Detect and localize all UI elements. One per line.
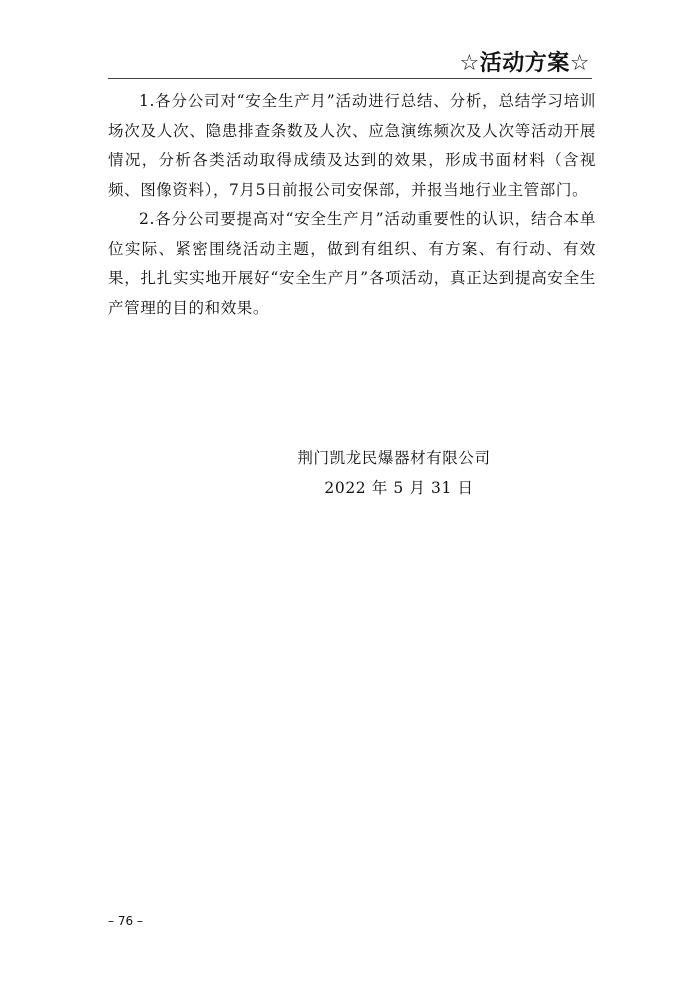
header-divider bbox=[108, 78, 592, 79]
page-number: – 76 – bbox=[108, 914, 143, 928]
signature-organization: 荆门凯龙民爆器材有限公司 bbox=[297, 449, 491, 467]
paragraph-2: 2.各分公司要提高对“安全生产月”活动重要性的认识，结合本单位实际、紧密围绕活动主题，做到有组织、有方案、有行动、有效果，扎扎实实地开展好“安全生产月”各项活动，真正达到提高安全生产管理的目的和效果。 bbox=[108, 210, 596, 317]
paragraph-1: 1.各分公司对“安全生产月”活动进行总结、分析，总结学习培训场次及人次、隐患排查条数及人次、应急演练频次及人次等活动开展情况，分析各类活动取得成绩及达到的效果，形成书面材料（含视频、图像资料），7月5日前报公司安保部，并报当地行业主管部门。 bbox=[108, 92, 596, 199]
document-body bbox=[108, 87, 596, 323]
signature-date: 2022 年 5 月 31 日 bbox=[324, 479, 474, 497]
header-title: ☆活动方案☆ bbox=[459, 51, 590, 76]
